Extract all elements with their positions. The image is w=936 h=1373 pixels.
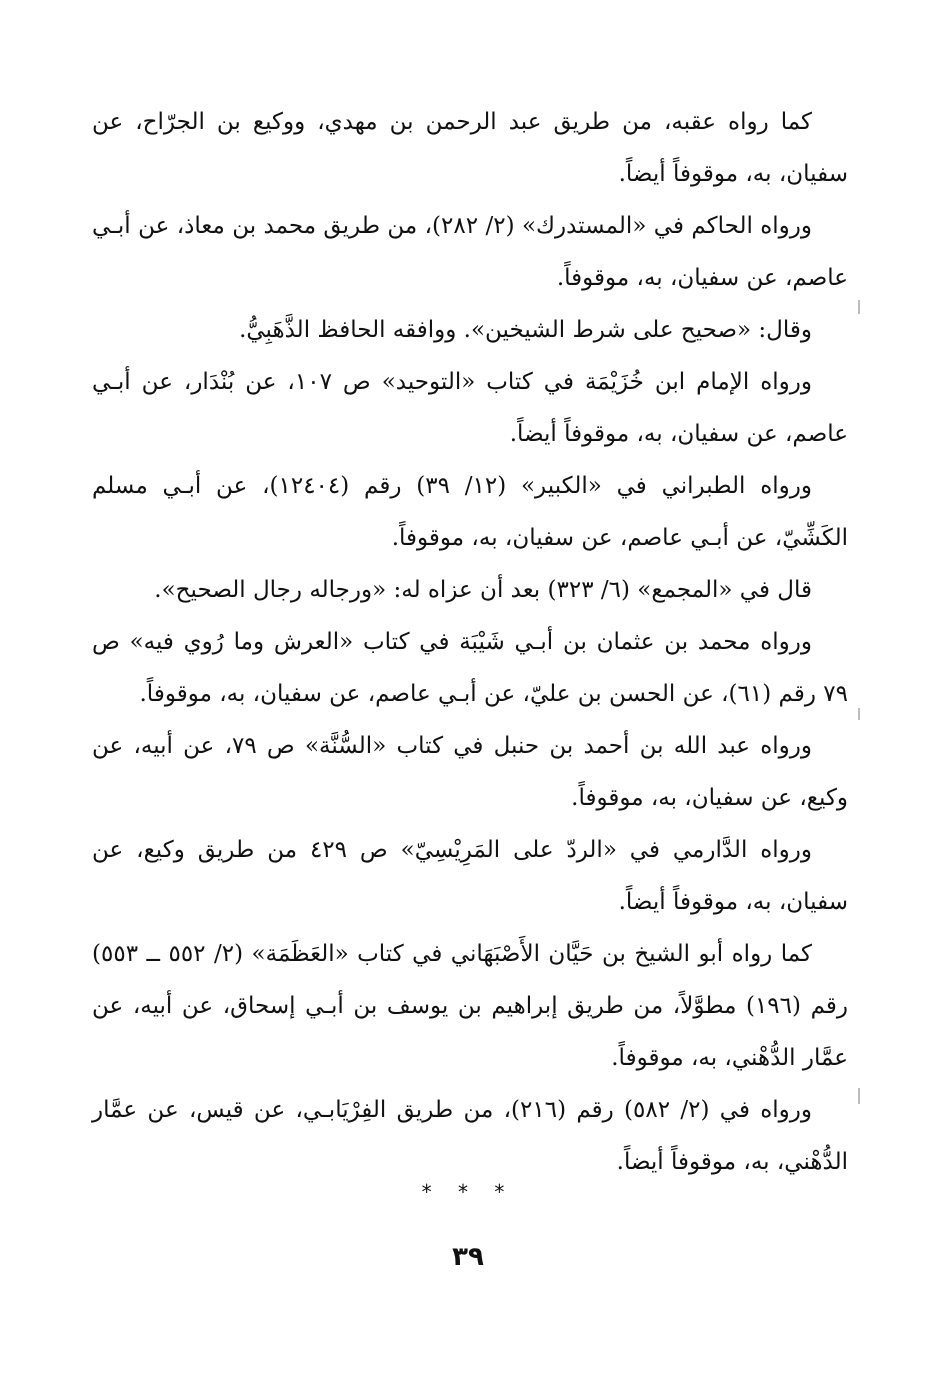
- scan-edge-mark: [858, 300, 860, 314]
- scan-edge-mark: [858, 708, 860, 720]
- scan-edge-mark: [858, 1088, 860, 1104]
- paragraph-1: كما رواه عقبه، من طريق عبد الرحمن بن مهدي، ووكيع بن الجرّاح، عن سفيان، به، موقوفاً أيضاً.: [92, 109, 848, 187]
- paragraph-6: قال في «المجمع» (٦/ ٣٢٣) بعد أن عزاه له: «ورجاله رجال الصحيح».: [154, 577, 812, 603]
- paragraph-2: ورواه الحاكم في «المستدرك» (٢/ ٢٨٢)، من طريق محمد بن معاذ، عن أبـي عاصم، عن سفيان، به، موقوفاً.: [92, 213, 848, 291]
- paragraph-9: ورواه الدَّارمي في «الردّ على المَرِيْسِيّ» ص ٤٢٩ من طريق وكيع، عن سفيان، به، موقوفاً أيضاً.: [92, 837, 848, 915]
- page-number: ٣٩: [452, 1242, 484, 1272]
- paragraph-10: كما رواه أبو الشيخ بن حَيَّان الأَصْبَهَاني في كتاب «العَظَمَة» (٢/ ٥٥٢ ــ ٥٥٣) رقم (١٩٦) مطوَّلاً، من طريق إبراهيم بن يوسف بن أبـي إسحاق، عن أبيه، عن عمَّار الدُّهْني، به، موقوفاً.: [92, 941, 848, 1071]
- paragraph-11: ورواه في (٢/ ٥٨٢) رقم (٢١٦)، من طريق الفِرْيَابـي، عن قيس، عن عمَّار الدُّهْني، به، موقوفاً أيضاً.: [92, 1097, 848, 1175]
- section-separator: * * *: [421, 1180, 515, 1204]
- paragraph-3: وقال: «صحيح على شرط الشيخين». ووافقه الحافظ الذَّهَبِيُّ.: [239, 317, 812, 343]
- body-text: [92, 96, 848, 1188]
- paragraph-8: ورواه عبد الله بن أحمد بن حنبل في كتاب «السُّنَّة» ص ٧٩، عن أبيه، عن وكيع، عن سفيان، به، موقوفاً.: [92, 733, 848, 811]
- paragraph-5: ورواه الطبراني في «الكبير» (١٢/ ٣٩) رقم (١٢٤٠٤)، عن أبـي مسلم الكَشِّيّ، عن أبـي عاصم، عن سفيان، به، موقوفاً.: [92, 473, 848, 551]
- paragraph-7: ورواه محمد بن عثمان بن أبـي شَيْبَة في كتاب «العرش وما رُوي فيه» ص ٧٩ رقم (٦١)، عن الحسن بن عليّ، عن أبـي عاصم، عن سفيان، به، موقوفاً.: [92, 629, 848, 707]
- paragraph-4: ورواه الإمام ابن خُزَيْمَة في كتاب «التوحيد» ص ١٠٧، عن بُنْدَار، عن أبـي عاصم، عن سفيان، به، موقوفاً أيضاً.: [92, 369, 848, 447]
